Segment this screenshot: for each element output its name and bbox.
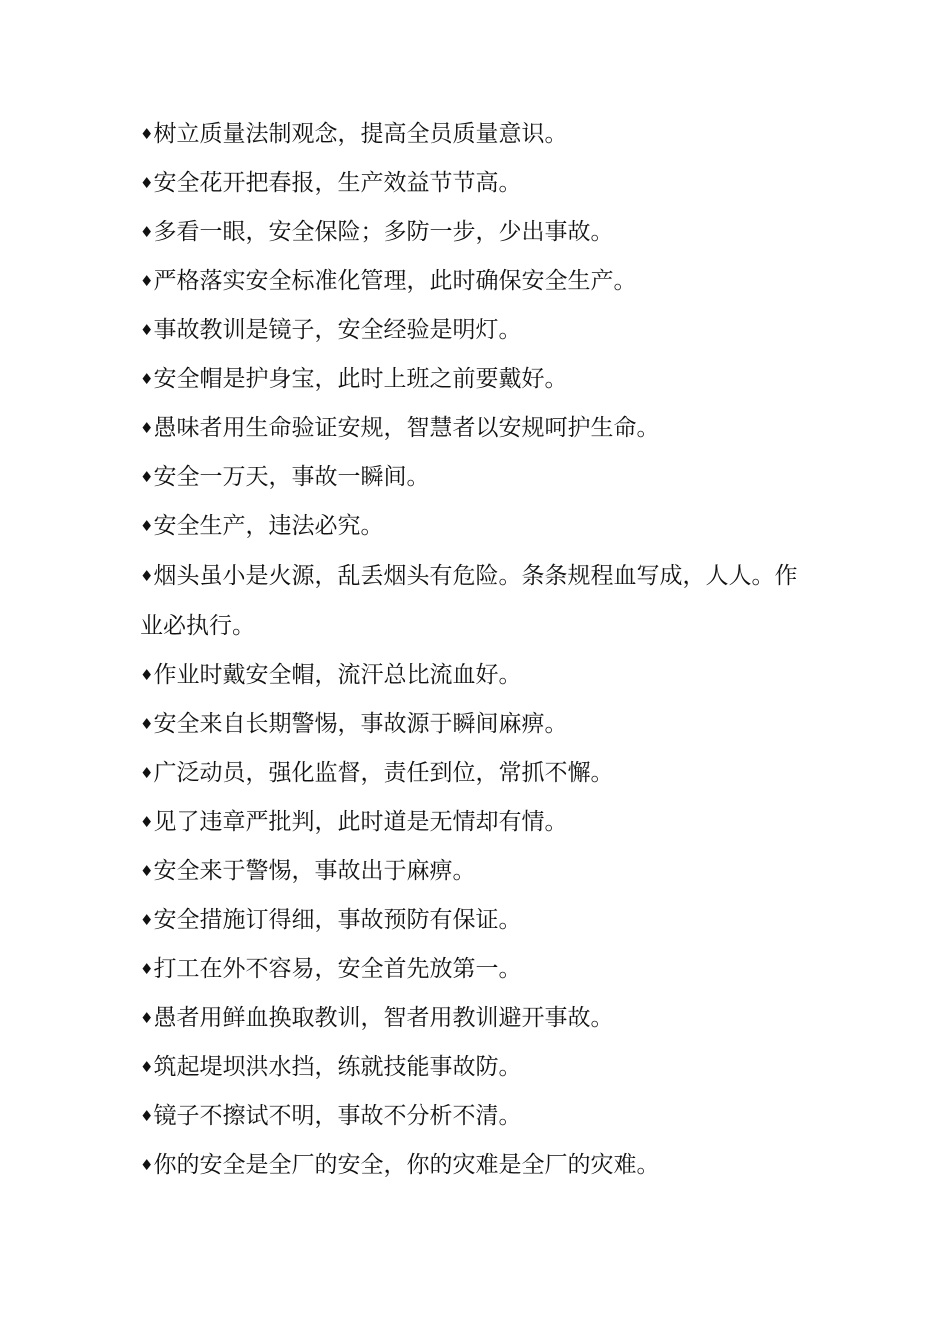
diamond-bullet-icon: ♦	[140, 174, 154, 192]
slogan-text: 安全来于警惕，事故出于麻痹。	[153, 858, 476, 884]
slogan-text: 多看一眼，安全保险；多防一步，少出事故。	[153, 219, 614, 245]
slogan-text: 广泛动员，强化监督，责任到位，常抓不懈。	[153, 760, 614, 786]
slogan-item	[140, 1092, 800, 1141]
diamond-bullet-icon: ♦	[140, 715, 154, 733]
slogan-text: 愚者用鲜血换取教训，智者用教训避开事故。	[153, 1005, 614, 1031]
diamond-bullet-icon: ♦	[140, 125, 154, 143]
slogan-text: 安全生产，违法必究。	[153, 513, 384, 539]
diamond-bullet-icon: ♦	[140, 468, 154, 486]
slogan-item	[140, 257, 800, 306]
diamond-bullet-icon: ♦	[140, 1156, 154, 1174]
slogan-text: 安全帽是护身宝，此时上班之前要戴好。	[153, 366, 568, 392]
slogan-text: 烟头虽小是火源，乱丢烟头有危险。条条规程血写成，人人。作业必执行。	[140, 563, 798, 639]
diamond-bullet-icon: ♦	[140, 1058, 154, 1076]
diamond-bullet-icon: ♦	[140, 272, 154, 290]
diamond-bullet-icon: ♦	[140, 321, 154, 339]
slogan-text: 打工在外不容易，安全首先放第一。	[153, 956, 522, 982]
slogan-item	[140, 994, 800, 1043]
diamond-bullet-icon: ♦	[140, 567, 154, 585]
diamond-bullet-icon: ♦	[140, 1107, 154, 1125]
slogan-item	[140, 651, 800, 700]
slogan-item	[140, 502, 800, 551]
diamond-bullet-icon: ♦	[140, 813, 154, 831]
slogan-item	[140, 551, 800, 651]
slogan-item	[140, 404, 800, 453]
slogan-text: 筑起堤坝洪水挡，练就技能事故防。	[153, 1054, 522, 1080]
slogan-text: 作业时戴安全帽，流汗总比流血好。	[153, 662, 522, 688]
diamond-bullet-icon: ♦	[140, 911, 154, 929]
slogan-item	[140, 896, 800, 945]
slogan-item	[140, 453, 800, 502]
diamond-bullet-icon: ♦	[140, 223, 154, 241]
diamond-bullet-icon: ♦	[140, 1009, 154, 1027]
slogan-item	[140, 159, 800, 208]
slogan-item	[140, 208, 800, 257]
slogan-text: 愚味者用生命验证安规，智慧者以安规呵护生命。	[153, 415, 660, 441]
slogan-item	[140, 700, 800, 749]
slogan-list	[140, 110, 800, 1190]
diamond-bullet-icon: ♦	[140, 862, 154, 880]
slogan-item	[140, 355, 800, 404]
slogan-text: 你的安全是全厂的安全，你的灾难是全厂的灾难。	[153, 1152, 660, 1178]
slogan-item	[140, 798, 800, 847]
slogan-item	[140, 847, 800, 896]
slogan-item	[140, 1043, 800, 1092]
diamond-bullet-icon: ♦	[140, 517, 154, 535]
slogan-text: 镜子不擦试不明，事故不分析不清。	[153, 1103, 522, 1129]
slogan-item	[140, 110, 800, 159]
slogan-text: 安全花开把春报，生产效益节节高。	[153, 170, 522, 196]
diamond-bullet-icon: ♦	[140, 764, 154, 782]
slogan-item	[140, 945, 800, 994]
slogan-text: 安全一万天，事故一瞬间。	[153, 464, 430, 490]
diamond-bullet-icon: ♦	[140, 960, 154, 978]
diamond-bullet-icon: ♦	[140, 419, 154, 437]
diamond-bullet-icon: ♦	[140, 370, 154, 388]
slogan-text: 安全措施订得细，事故预防有保证。	[153, 907, 522, 933]
slogan-text: 见了违章严批判，此时道是无情却有情。	[153, 809, 568, 835]
slogan-item	[140, 1141, 800, 1190]
slogan-item	[140, 749, 800, 798]
slogan-item	[140, 306, 800, 355]
diamond-bullet-icon: ♦	[140, 666, 154, 684]
slogan-text: 树立质量法制观念，提高全员质量意识。	[153, 121, 568, 147]
slogan-text: 严格落实安全标准化管理，此时确保安全生产。	[153, 268, 637, 294]
slogan-text: 事故教训是镜子，安全经验是明灯。	[153, 317, 522, 343]
slogan-text: 安全来自长期警惕，事故源于瞬间麻痹。	[153, 711, 568, 737]
